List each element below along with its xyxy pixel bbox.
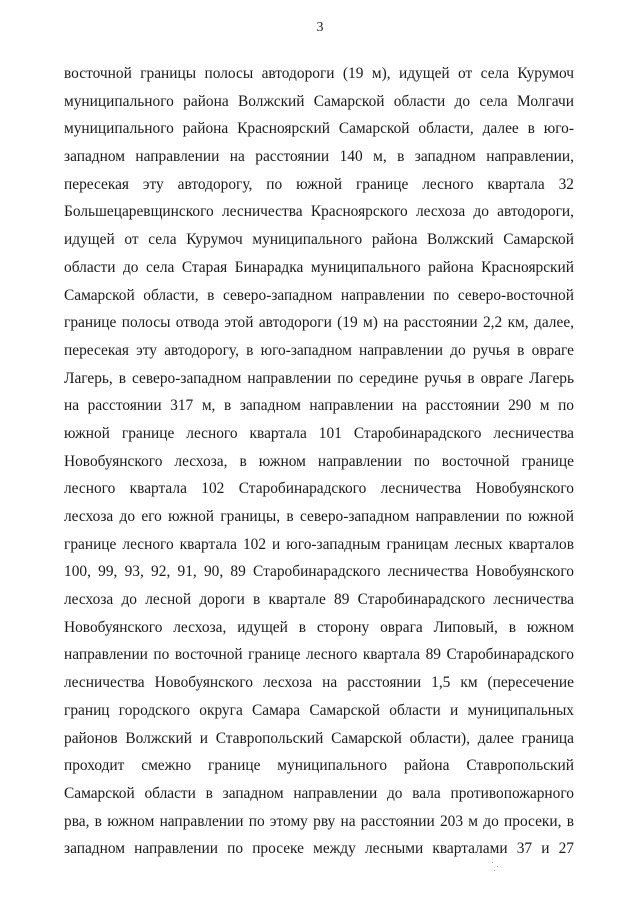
text-line: области до села Старая Бинарадка муниципального района Красноярский: [64, 258, 574, 276]
text-line: Самарской области, в северо-западном направлении по северо-восточной: [64, 286, 574, 304]
scan-speck: [497, 866, 498, 867]
text-line: восточной границы полосы автодороги (19 м), идущей от села Курумоч: [64, 65, 574, 82]
text-line: Большецаревщинского лесничества Красноярского лесхоза до автодороги,: [64, 203, 574, 221]
text-line: пересекая эту автодорогу, по южной границе лесного квартала 32: [64, 175, 574, 193]
text-line: муниципального района Волжский Самарской области до села Молгачи: [64, 92, 574, 110]
text-line: рва, в южном направлении по этому рву на расстоянии 203 м до просеки, в: [64, 812, 574, 830]
scan-speck: [492, 862, 493, 863]
text-line: западном направлении на расстоянии 140 м, в западном направлении,: [64, 148, 574, 166]
text-line: Новобуянского лесхоза, идущей в сторону оврага Липовый, в южном: [64, 618, 574, 636]
text-line: западном направлении по просеке между лесными кварталами 37 и 27: [64, 840, 574, 858]
text-line: Самарской области в западном направлении до вала противопожарного: [64, 784, 574, 802]
text-line: границе лесного квартала 102 и юго-западным границам лесных кварталов: [64, 535, 574, 553]
text-line: Лагерь, в северо-западном направлении по середине ручья в овраге Лагерь: [64, 369, 574, 387]
scan-speck: [494, 870, 495, 871]
document-body: [64, 60, 574, 863]
text-line: южной границе лесного квартала 101 Старобинарадского лесничества: [64, 424, 574, 442]
page-number: 3: [316, 20, 324, 35]
text-line: 100, 99, 93, 92, 91, 90, 89 Старобинарадского лесничества Новобуянского: [64, 563, 574, 581]
text-line: лесхоза до лесной дороги в квартале 89 Старобинарадского лесничества: [64, 591, 574, 609]
text-line: идущей от села Курумоч муниципального района Волжский Самарской: [64, 231, 574, 249]
text-line: проходит смежно границе муниципального района Ставропольский: [64, 757, 574, 775]
text-line: на расстоянии 317 м, в западном направлении на расстоянии 290 м по: [64, 397, 574, 415]
text-line: границе полосы отвода этой автодороги (19 м) на расстоянии 2,2 км, далее,: [64, 314, 574, 332]
text-line: муниципального района Красноярский Самарской области, далее в юго-: [64, 120, 574, 138]
text-line: направлении по восточной границе лесного квартала 89 Старобинарадского: [64, 646, 574, 664]
text-line: границ городского округа Самара Самарской области и муниципальных: [64, 701, 574, 719]
text-line: лесничества Новобуянского лесхоза на расстоянии 1,5 км (пересечение: [64, 674, 574, 692]
text-line: лесхоза до его южной границы, в северо-западном направлении по южной: [64, 508, 574, 525]
text-line: Новобуянского лесхоза, в южном направлении по восточной границе: [64, 452, 574, 470]
text-line: районов Волжский и Ставропольский Самарской области), далее граница: [64, 729, 574, 747]
text-line: лесного квартала 102 Старобинарадского лесничества Новобуянского: [64, 480, 574, 498]
text-line: пересекая эту автодорогу, в юго-западном направлении до ручья в овраге: [64, 341, 574, 359]
